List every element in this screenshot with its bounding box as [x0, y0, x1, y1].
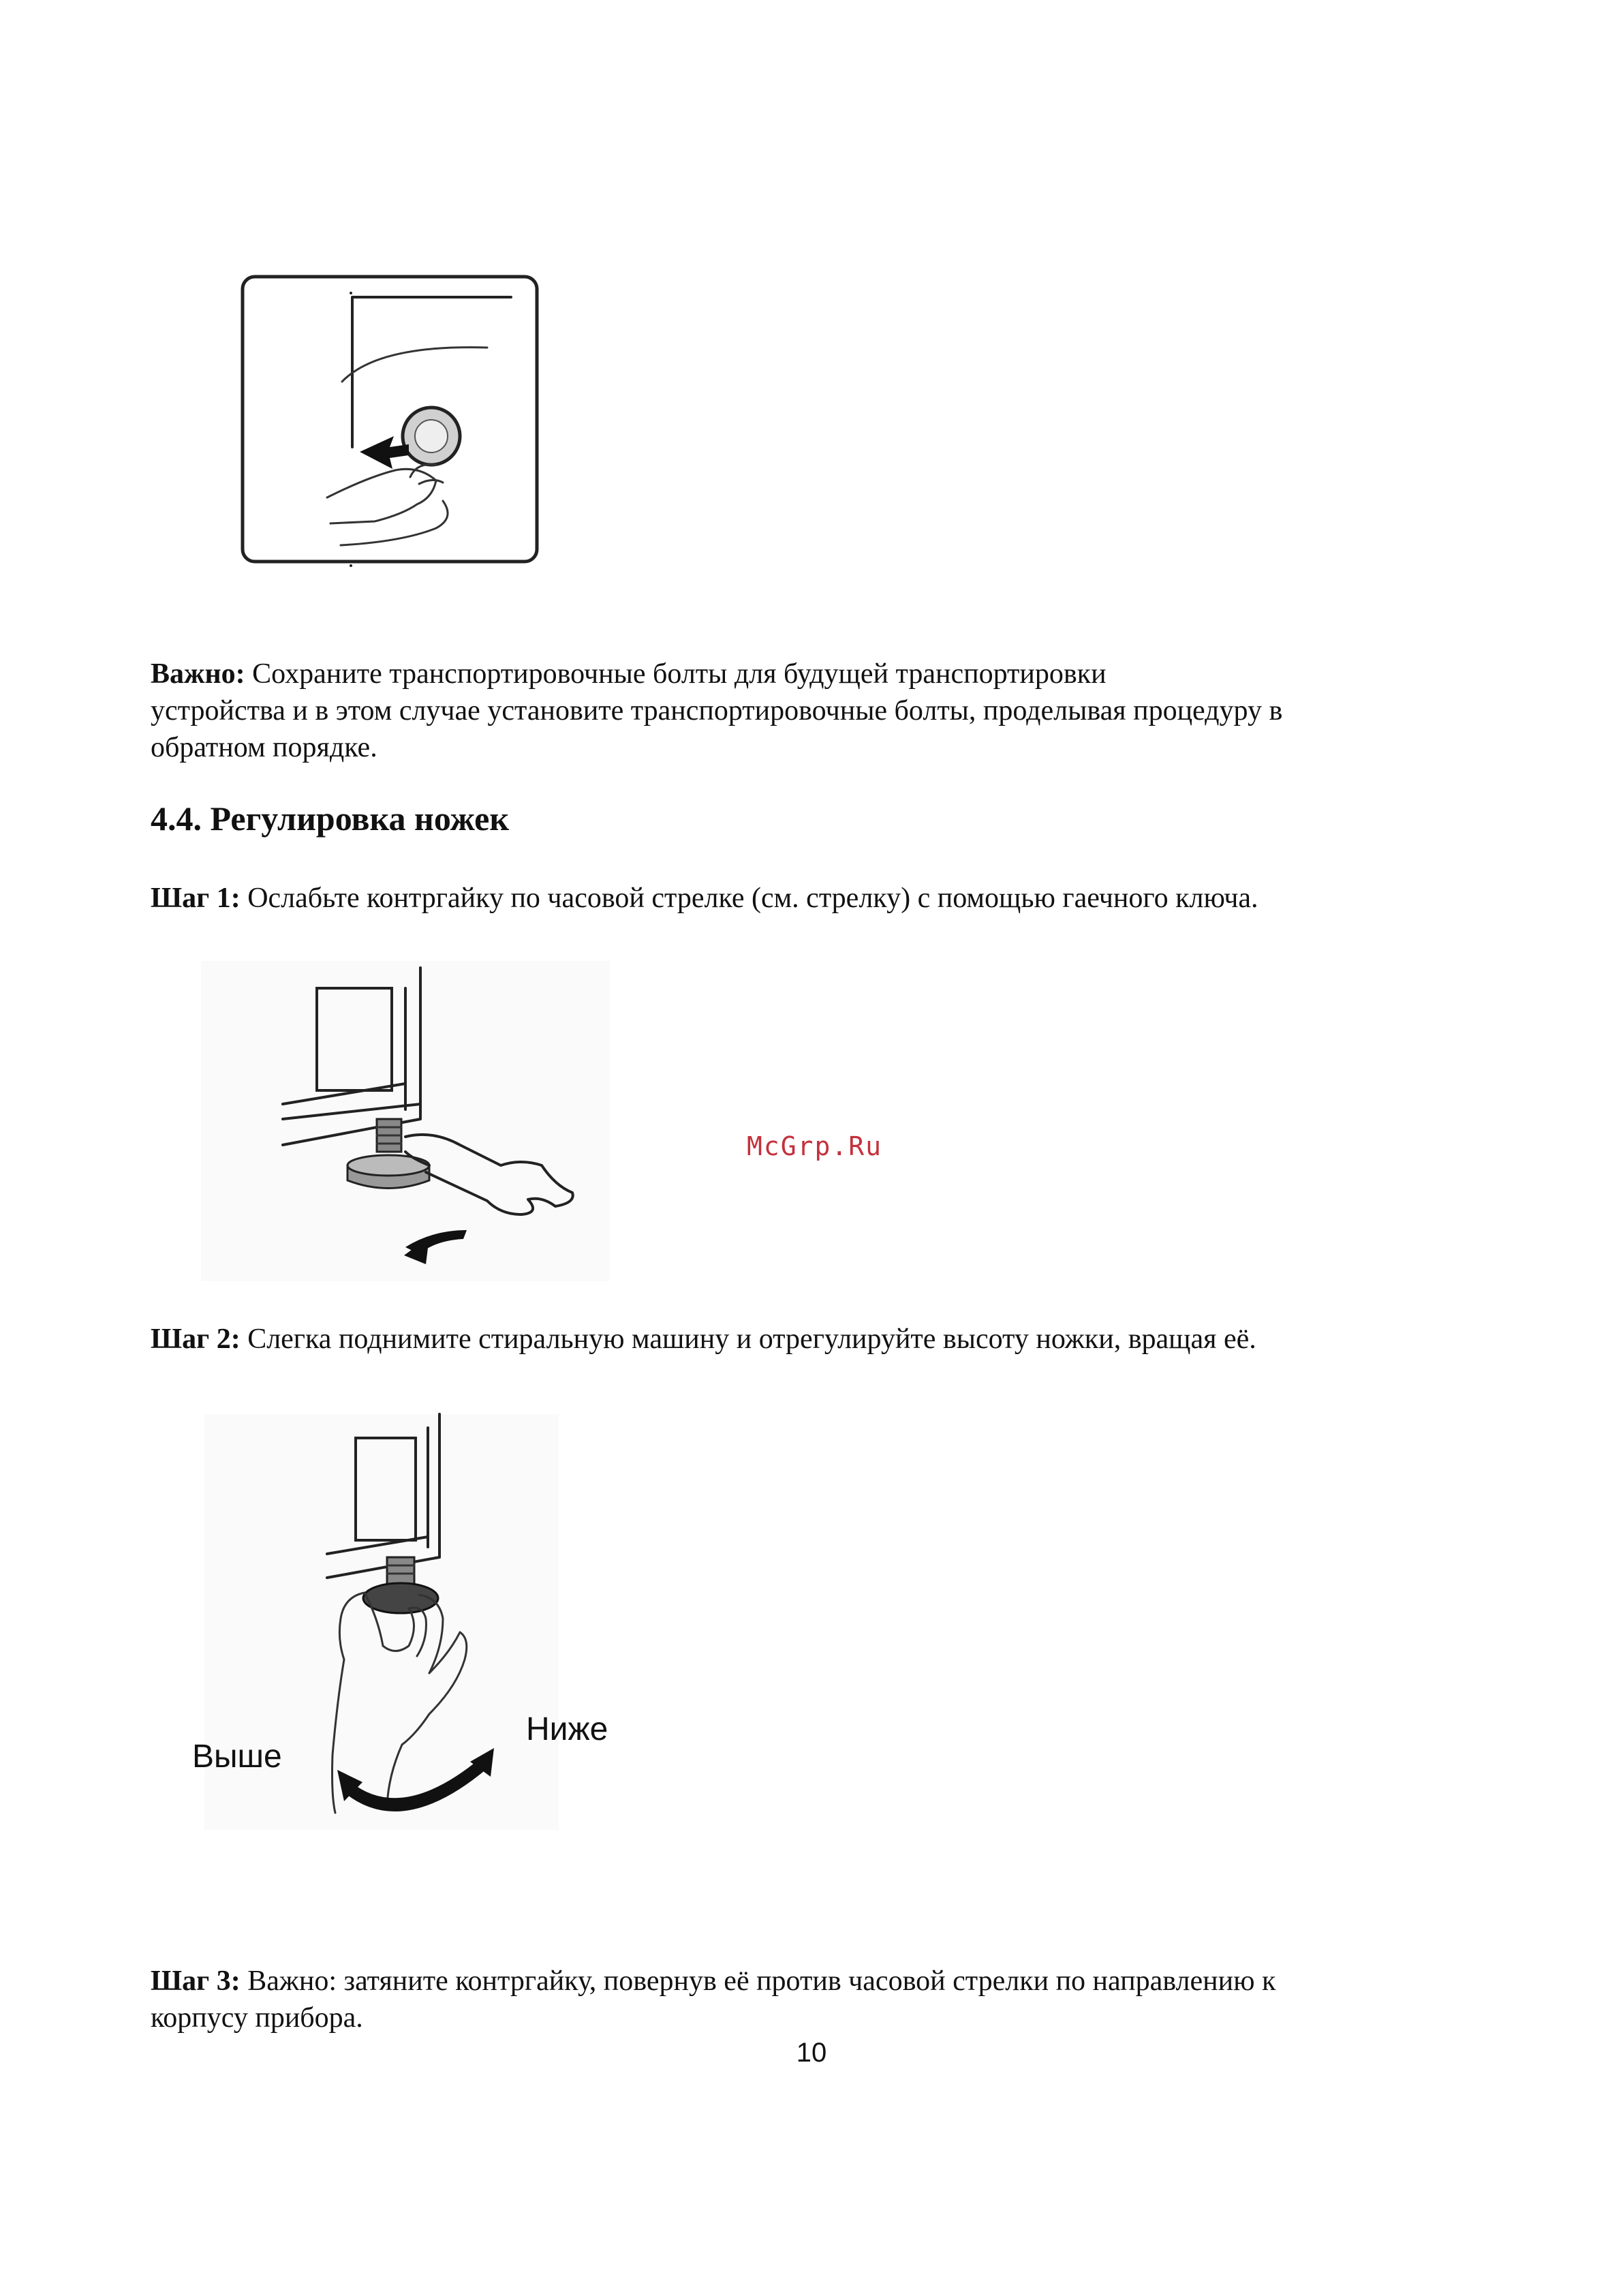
- wrench-locknut-illustration: [201, 961, 610, 1281]
- important-text-line2: устройства и в этом случае установите транспортировочные болты, проделывая процедуру в: [151, 695, 1283, 726]
- transport-bolt-illustration: [238, 273, 542, 566]
- important-text-line1: Сохраните транспортировочные болты для будущей транспортировки: [245, 658, 1107, 690]
- step1-instruction: [151, 880, 1479, 917]
- step2-label: Шаг 2:: [151, 1323, 241, 1355]
- step3-text-line2: корпусу прибора.: [151, 2002, 363, 2034]
- section-title: 4.4. Регулировка ножек: [151, 799, 510, 838]
- step2-instruction: [151, 1321, 1479, 1358]
- step1-text: Ослабьте контргайку по часовой стрелке (см. стрелку) с помощью гаечного ключа.: [240, 883, 1258, 914]
- higher-label: Выше: [192, 1739, 282, 1775]
- watermark-text: McGrp.Ru: [747, 1131, 883, 1161]
- lower-label: Ниже: [526, 1711, 608, 1747]
- important-label: Важно:: [151, 658, 245, 690]
- important-note: [151, 656, 1479, 766]
- step3-text-line1: Важно: затяните контргайку, повернув её против часовой стрелки по направлению к: [240, 1965, 1276, 1997]
- step3-instruction: [151, 1963, 1479, 2036]
- step1-label: Шаг 1:: [151, 883, 241, 914]
- step2-text: Слегка поднимите стиральную машину и отрегулируйте высоту ножки, вращая её.: [240, 1323, 1256, 1355]
- page-number: 10: [796, 2038, 827, 2068]
- step3-label: Шаг 3:: [151, 1965, 241, 1997]
- important-text-line3: обратном порядке.: [151, 732, 377, 763]
